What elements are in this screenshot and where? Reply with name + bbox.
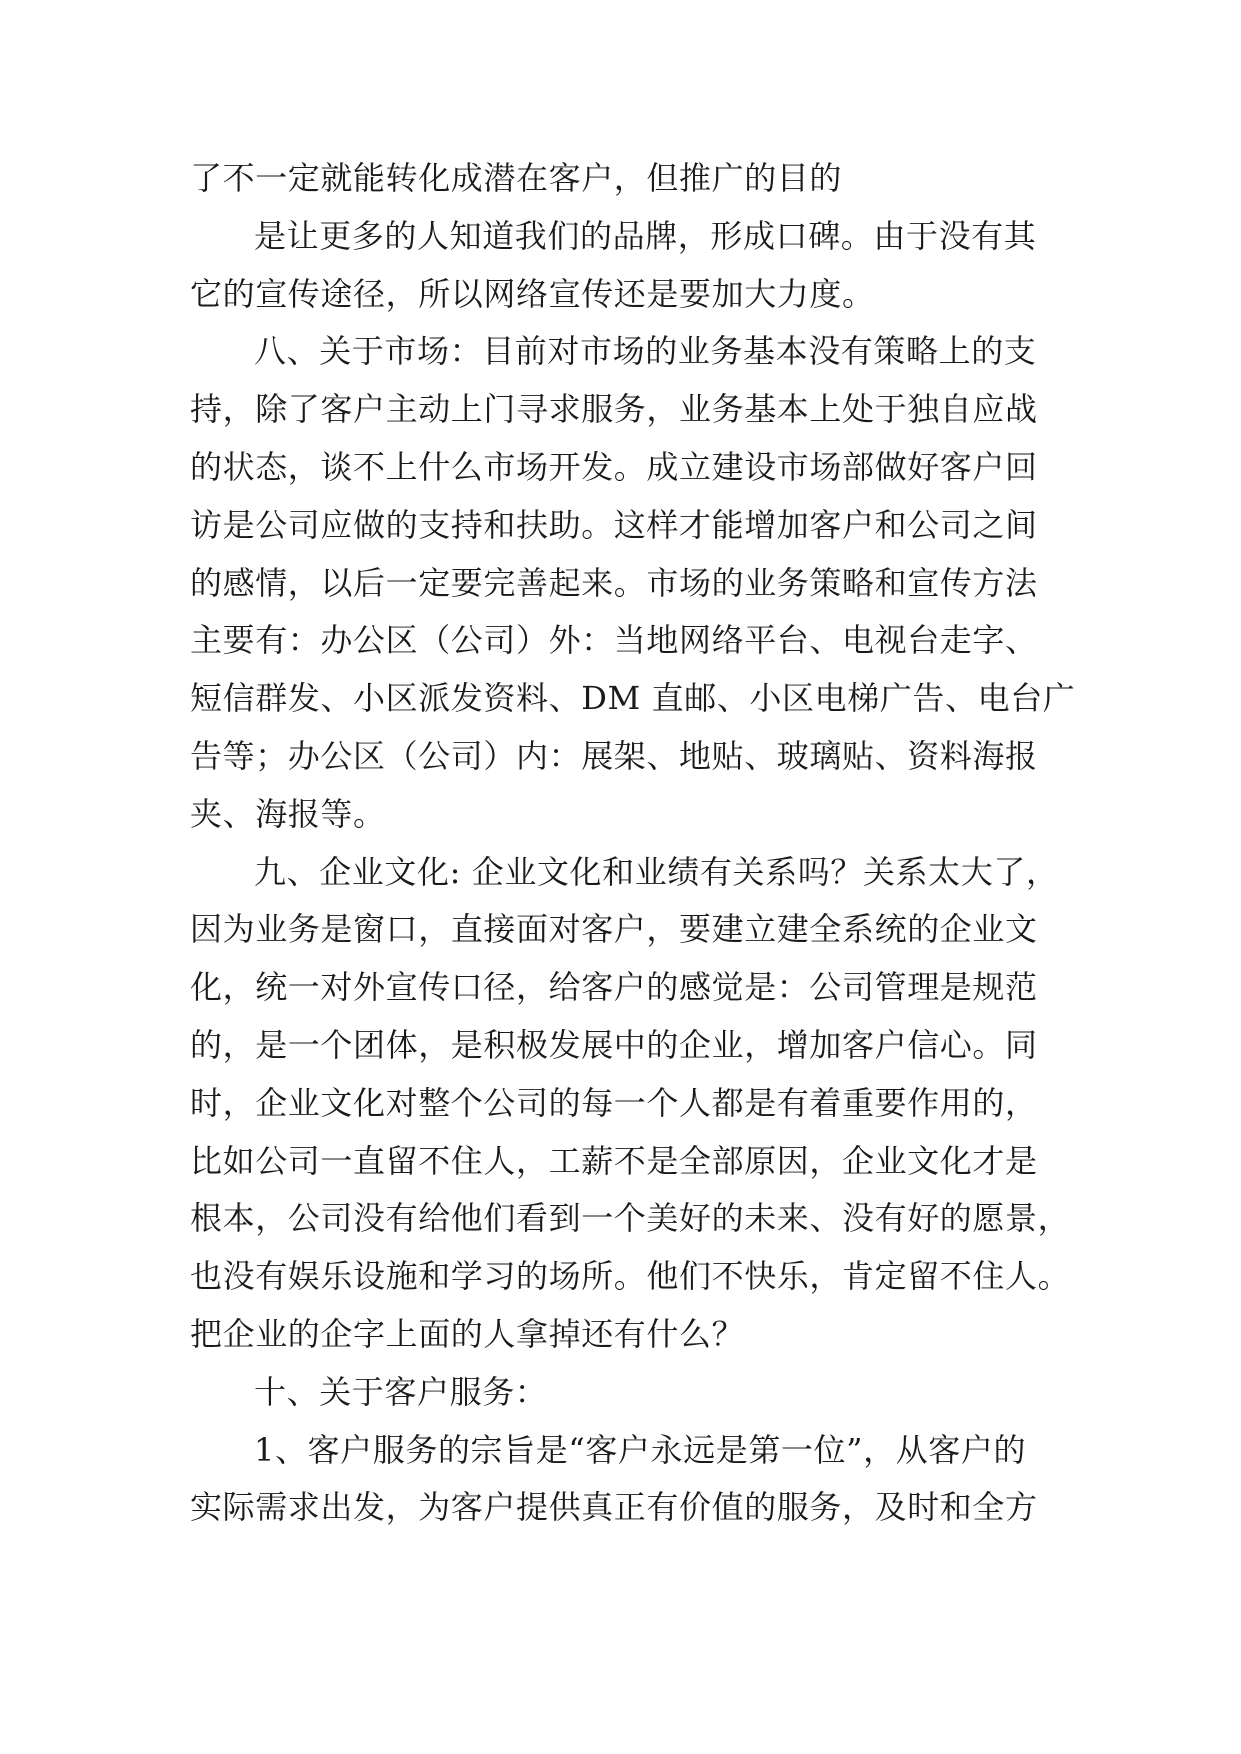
text-line: 化，统一对外宣传口径，给客户的感觉是：公司管理是规范 (190, 968, 1038, 1007)
text-line: 时，企业文化对整个公司的每一个人都是有着重要作用的， (190, 1083, 1038, 1122)
section-eight-heading-line: 八、关于市场：目前对市场的业务基本没有策略上的支 (254, 332, 1037, 371)
text-line: 短信群发、小区派发资料、DM 直邮、小区电梯广告、电台广 (190, 679, 1076, 718)
text-line: 夹、海报等。 (190, 794, 386, 833)
text-line: 持，除了客户主动上门寻求服务，业务基本上处于独自应战 (190, 390, 1038, 429)
body-text (190, 158, 1076, 1545)
text-line: 的感情，以后一定要完善起来。市场的业务策略和宣传方法 (190, 563, 1038, 602)
text-line: 的状态，谈不上什么市场开发。成立建设市场部做好客户回 (190, 447, 1038, 486)
text-line: 它的宣传途径，所以网络宣传还是要加大力度。 (190, 274, 875, 313)
text-line: 了不一定就能转化成潜在客户，但推广的目的 (190, 159, 843, 197)
text-line: 也没有娱乐设施和学习的场所。他们不快乐，肯定留不住人。 (190, 1257, 1071, 1296)
text-line: 告等；办公区（公司）内：展架、地贴、玻璃贴、资料海报 (190, 736, 1038, 775)
section-ten-heading-line: 十、关于客户服务： (254, 1372, 548, 1411)
text-line: 比如公司一直留不住人，工薪不是全部原因，企业文化才是 (190, 1141, 1038, 1180)
text-line: 把企业的企字上面的人拿掉还有什么？ (190, 1314, 745, 1353)
list-item-line: 1、客户服务的宗旨是“客户永远是第一位”，从客户的 (254, 1430, 1027, 1469)
text-line: 实际需求出发，为客户提供真正有价值的服务，及时和全方 (190, 1488, 1038, 1527)
text-line: 根本，公司没有给他们看到一个美好的未来、没有好的愿景， (190, 1199, 1071, 1238)
text-line: 主要有：办公区（公司）外：当地网络平台、电视台走字、 (190, 621, 1038, 660)
section-nine-heading-line: 九、企业文化: 企业文化和业绩有关系吗？关系太大了， (254, 852, 1059, 891)
text-line: 因为业务是窗口，直接面对客户，要建立建全系统的企业文 (190, 910, 1038, 949)
text-line: 访是公司应做的支持和扶助。这样才能增加客户和公司之间 (190, 505, 1038, 544)
text-line: 的，是一个团体，是积极发展中的企业，增加客户信心。同 (190, 1025, 1038, 1064)
paragraph-start-line: 是让更多的人知道我们的品牌，形成口碑。由于没有其 (254, 216, 1037, 255)
